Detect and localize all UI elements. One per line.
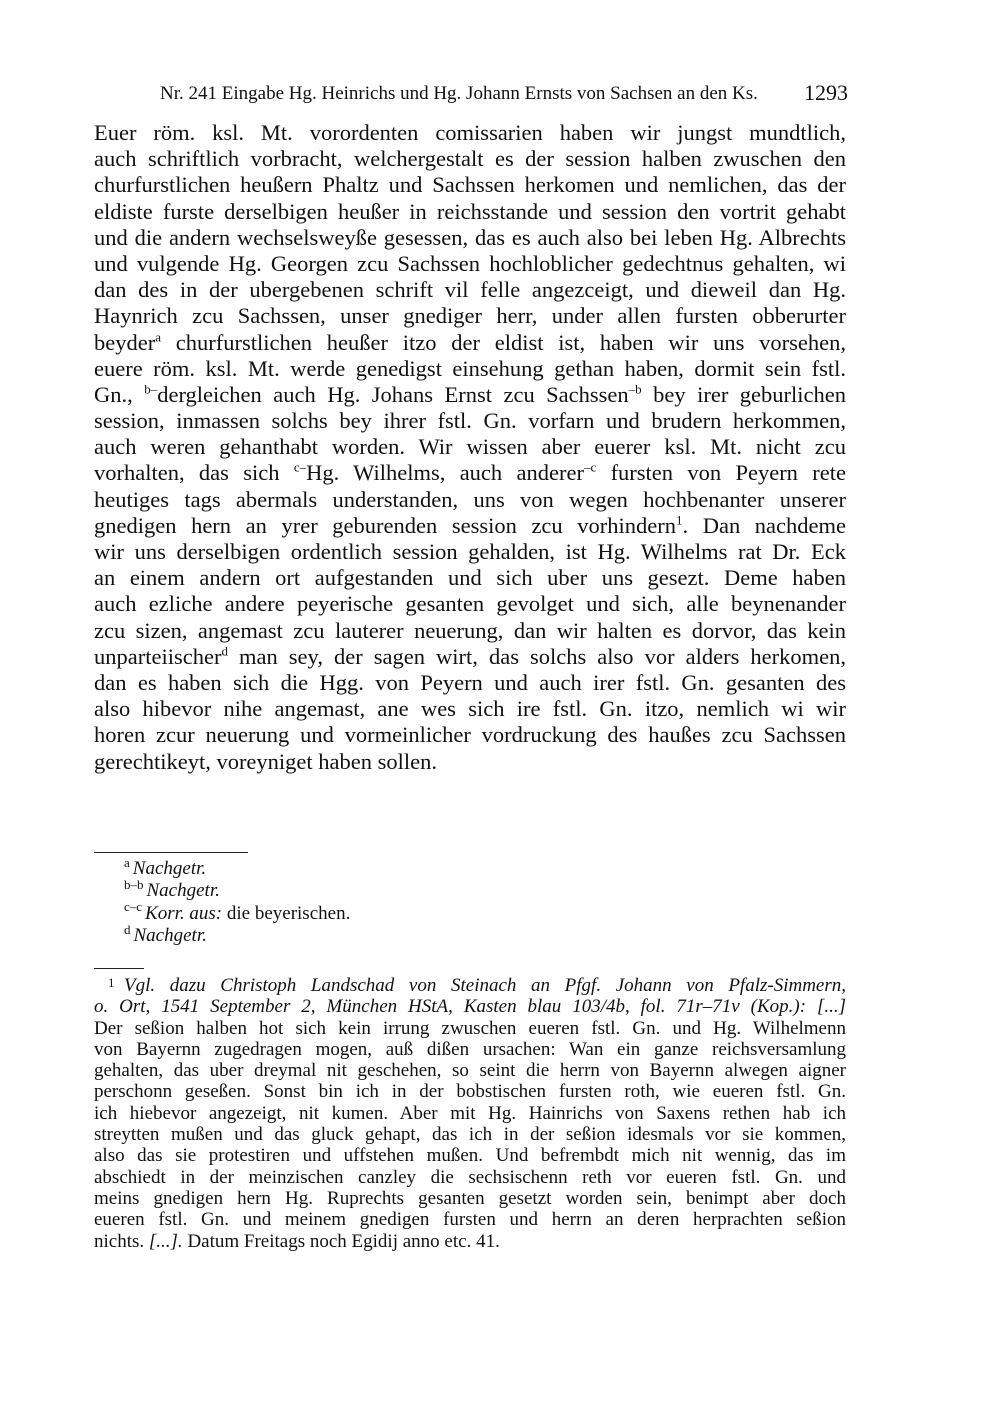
textual-note xyxy=(124,921,350,947)
body-text: dergleichen auch Hg. Johans Ernst zcu Sachssen xyxy=(157,381,629,407)
note-text: die beyerischen. xyxy=(222,902,351,924)
footnote-line xyxy=(94,1103,846,1124)
body-text: . Dan nachdeme xyxy=(682,512,846,538)
textual-notes-rule xyxy=(94,852,248,853)
note-marker: d xyxy=(221,643,228,659)
body-text: Haynrich zcu Sachssen, unser gnediger herr, under allen fursten obberurter xyxy=(94,303,846,329)
body-line xyxy=(94,749,846,775)
footnote-line xyxy=(94,1018,846,1039)
footnote-text: ich hiebevor angezeigt, nit kumen. Aber mit Hg. Hainrichs von Saxens rethen hab ich xyxy=(94,1102,846,1124)
body-text: auch schriftlich vorbracht, welchergestalt es der session halben zwuschen den xyxy=(94,146,846,172)
body-text: Euer röm. ksl. Mt. vorordenten comissarien haben wir jungst mundtlich, xyxy=(94,120,846,145)
running-title: Nr. 241 Eingabe Hg. Heinrichs und Hg. Johann Ernsts von Sachsen an den Ks. xyxy=(160,83,758,104)
textual-note xyxy=(124,899,351,925)
body-text: eldiste furste derselbigen heußer in reichsstande und session den vortrit gehabt xyxy=(94,198,846,224)
footnote-italic: [...]. xyxy=(148,1230,183,1252)
body-line xyxy=(94,120,846,146)
footnote-italic: o. Ort, 1541 September 2, München HStA, Kasten blau 103/4b, fol. 71r–71v (Kop.): [...] xyxy=(94,996,846,1018)
footnote-line xyxy=(94,996,846,1017)
footnote-text: eueren fstl. Gn. und meinem gnedigen fursten und herrn an deren herprachten seßion xyxy=(94,1209,846,1231)
note-mark: b–b xyxy=(124,877,144,893)
note-marker: 1 xyxy=(676,512,683,528)
note-marker: –c xyxy=(583,459,597,475)
footnote-text: von Bayernn zugedragen mogen, auß dißen ursachen: Wan ein ganze reichsversamlung xyxy=(94,1038,846,1060)
textual-notes xyxy=(124,854,351,948)
footnote-italic: Vgl. dazu Christoph Landschad von Steinach an Pfgf. Johann von Pfalz-Simmern, xyxy=(124,975,846,996)
body-text: euere röm. ksl. Mt. werde genedigst einsehung gethan haben, dormit sein fstl. xyxy=(94,355,846,381)
body-line xyxy=(94,146,846,172)
body-text: gnedigen hern an yrer geburenden session zcu vorhindern xyxy=(94,512,676,538)
body-text: wir uns derselbigen ordentlich session gehalden, ist Hg. Wilhelms rat Dr. Eck xyxy=(94,539,846,564)
footnote-text: meins gnedigen hern Hg. Ruprechts gesanten gesetzt worden sein, benimpt aber doch xyxy=(94,1187,846,1209)
note-mark: d xyxy=(124,921,131,937)
body-line xyxy=(94,408,846,434)
running-header xyxy=(160,80,848,110)
body-text: an einem andern ort aufgestanden und sich uber uns gesezt. Deme haben xyxy=(94,565,846,591)
body-text: beyder xyxy=(94,329,156,355)
note-italic: Nachgetr. xyxy=(146,880,220,902)
footnote: 1 Vgl. dazu Christoph Landschad von Steinach an Pfgf. Johann von Pfalz-Simmern, o. Ort, 1541 September 2, München HStA, Kasten blau 103/4b, fol. 71r–71v (Kop.): [...] Der seßion halben hot sich kein irrung zwuschen eueren fstl. Gn. und Hg. Wilhelmenn von Bayernn zugedragen mogen, auß dißen ursachen: Wan ein ganze reichsversamlung gehalten, das uber dreymal nit geschehen, so seint die herrn von Bayernn alwegen aigner perschonn geseßen. Sonst bin ich in der bobstischen fursten roth, wie eueren fstl. Gn. ich hiebevor angezeigt, nit kumen. Aber mit Hg. Hainrichs von Saxens rethen hab ich streytten mußen und das gluck gehapt, das ich in der seßion idesmals vor sie kommen, also das sie protestiren und uffstehen mußen. Und befrembdt mich nit wennig, das im abschiedt in der meinzischen canzley die sechsischenn reth vor eueren fstl. Gn. und meins gnedigen hern Hg. Ruprechts gesanten gesetzt worden sein, benimpt aber doch eueren fstl. Gn. und meinem gnedigen fursten und herrn an deren herprachten seßion nichts. [...]. Datum Freitags noch Egidij anno etc. 41. xyxy=(94,975,846,1252)
body-text: fursten von Peyern rete xyxy=(596,460,846,486)
page-number: 1293 xyxy=(804,80,848,105)
body-text: zcu sizen, angemast zcu lauterer neuerung, dan wir halten es dorvor, das kein xyxy=(94,617,846,643)
body-line xyxy=(94,225,846,251)
body-text: churfurstlichen heußern Phaltz und Sachssen herkomen und nemlichen, das der xyxy=(94,172,846,198)
body-line xyxy=(94,565,846,591)
note-marker: b– xyxy=(144,381,158,397)
body-text: und vulgende Hg. Georgen zcu Sachssen hochloblicher gedechtnus gehalten, wi xyxy=(94,250,846,276)
body-line xyxy=(94,722,846,748)
body-text: Gn., xyxy=(94,381,145,407)
body-line xyxy=(94,172,846,198)
body-line xyxy=(94,460,846,486)
footnote-text: nichts. xyxy=(94,1230,149,1252)
footnote-text: Datum Freitags noch Egidij anno etc. 41. xyxy=(182,1230,500,1252)
body-text: horen zcur neuerung und vormeinlicher vordruckung des haußes zcu Sachssen xyxy=(94,722,846,748)
body-text: unparteiischer xyxy=(94,643,222,669)
body-line xyxy=(94,591,846,617)
body-line xyxy=(94,434,846,460)
body-text: auch weren gehanthabt worden. Wir wissen aber euerer ksl. Mt. nicht zcu xyxy=(94,434,846,460)
body-line xyxy=(94,696,846,722)
body-line xyxy=(94,513,846,539)
body-text: dan des in der ubergebenen schrift vil felle angezceigt, und dieweil dan Hg. xyxy=(94,277,846,303)
textual-note xyxy=(124,877,350,902)
body-text: auch ezliche andere peyerische gesanten gevolget und sich, alle beynenander xyxy=(94,591,846,617)
footnote-text: streytten mußen und das gluck gehapt, das ich in der seßion idesmals vor sie kommen, xyxy=(94,1124,846,1146)
note-mark: c–c xyxy=(124,899,143,915)
body-line xyxy=(94,199,846,225)
note-italic: Nachgetr. xyxy=(132,858,207,879)
body-text: gerechtikeyt, voreyniget haben sollen. xyxy=(94,748,438,774)
body-line xyxy=(94,670,846,696)
footnote-line xyxy=(94,1124,846,1145)
footnote-text: also das sie protestiren und uffstehen mußen. Und befrembdt mich nit wennig, das im xyxy=(94,1145,846,1167)
body-text: also hibevor nihe angemast, ane wes sich ire fstl. Gn. itzo, nemlich wi wir xyxy=(94,696,846,722)
body-line xyxy=(94,303,846,329)
body-text: dan es haben sich die Hgg. von Peyern und auch irer fstl. Gn. gesanten des xyxy=(94,669,846,695)
footnote-rule xyxy=(94,968,144,969)
footnote-line xyxy=(94,1231,846,1252)
note-italic: Korr. aus: xyxy=(145,902,223,924)
body-text: churfurstlichen heußer itzo der eldist ist, haben wir uns vorsehen, xyxy=(161,329,846,355)
body-text: vorhalten, das sich xyxy=(94,460,294,486)
footnote-line xyxy=(94,975,846,996)
note-marker: a xyxy=(155,329,161,344)
body-text: Hg. Wilhelms, auch anderer xyxy=(306,460,584,486)
body-text: heutiges tags abermals understanden, uns von wegen hochbenanter unserer xyxy=(94,486,846,512)
footnote-line xyxy=(94,1209,846,1230)
body-line xyxy=(94,356,846,382)
body-line xyxy=(94,618,846,644)
body-line xyxy=(94,487,846,513)
note-marker: –b xyxy=(628,381,642,397)
body-text: und die andern wechselsweyße gesessen, das es auch also bei leben Hg. Albrechts xyxy=(94,224,846,250)
body-line xyxy=(94,330,846,356)
body-text: bey irer geburlichen xyxy=(641,381,847,407)
body-line xyxy=(94,382,846,408)
footnote-line xyxy=(94,1081,846,1102)
note-marker: c– xyxy=(293,459,307,475)
body-line xyxy=(94,277,846,303)
footnote-text: abschiedt in der meinzischen canzley die sechsischenn reth vor eueren fstl. Gn. und xyxy=(94,1166,846,1188)
footnote-line xyxy=(94,1060,846,1081)
footnote-text: perschonn geseßen. Sonst bin ich in der bobstischen fursten roth, wie eueren fstl. Gn. xyxy=(94,1081,846,1103)
footnote-line xyxy=(94,1039,846,1060)
body-line xyxy=(94,539,846,565)
body-text: session, inmassen solchs bey ihrer fstl. Gn. vorfarn und brudern herkommen, xyxy=(94,408,846,434)
textual-note xyxy=(124,854,350,880)
footnote-line xyxy=(94,1188,846,1209)
document-body xyxy=(94,120,846,775)
note-mark: a xyxy=(124,854,130,870)
body-line xyxy=(94,644,846,670)
footnote-text: Der seßion halben hot sich kein irrung zwuschen eueren fstl. Gn. und Hg. Wilhelmenn xyxy=(94,1017,846,1039)
note-italic: Nachgetr. xyxy=(133,925,207,947)
body-line xyxy=(94,251,846,277)
footnote-text: gehalten, das uber dreymal nit geschehen, so seint die herrn von Bayernn alwegen aigner xyxy=(94,1060,846,1082)
footnote-line xyxy=(94,1145,846,1166)
footnote-line xyxy=(94,1167,846,1188)
body-text: man sey, der sagen wirt, das solchs also vor alders herkomen, xyxy=(227,643,846,669)
